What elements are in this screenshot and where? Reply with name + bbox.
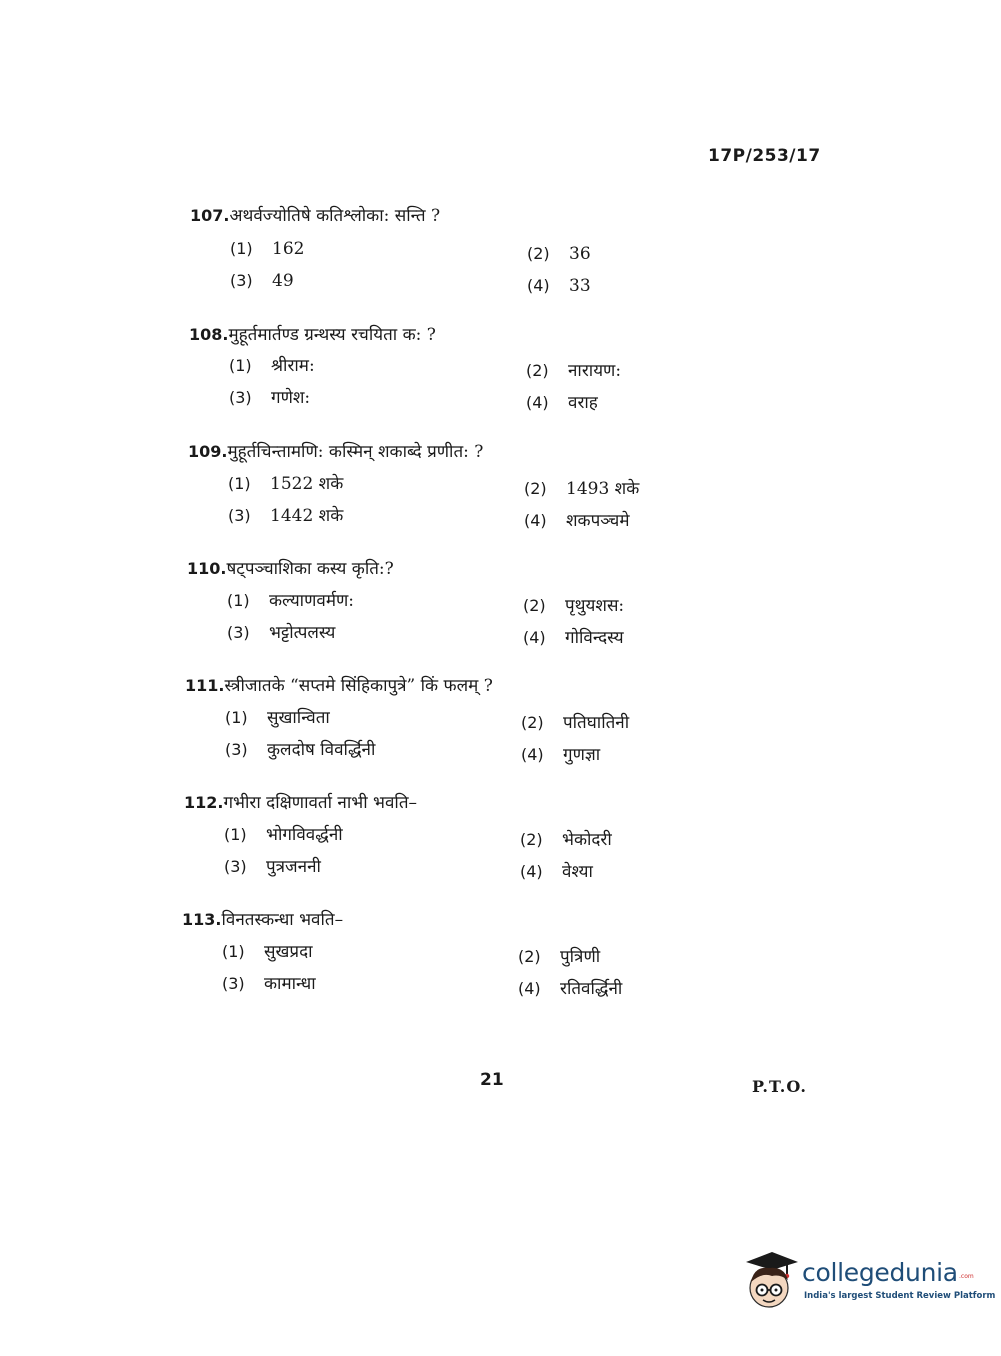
- question-109: [188, 439, 708, 531]
- question-stem: [189, 322, 709, 348]
- option-4: (4) 33: [527, 276, 591, 296]
- question-number: 112.: [184, 793, 224, 812]
- question-number: 111.: [185, 676, 225, 695]
- option-1: (1) 162: [230, 239, 305, 259]
- question-number: 107.: [190, 206, 230, 225]
- question-text: अथर्वज्योतिषे कतिश्लोका: सन्ति ?: [229, 206, 441, 226]
- question-text: मुहूर्तचिन्तामणि: कस्मिन् शकाब्दे प्रणीत: ?: [227, 442, 484, 462]
- option-2: (2) 36: [527, 244, 591, 264]
- option-3: (3) 49: [230, 271, 294, 291]
- question-108: [189, 322, 709, 413]
- question-number: 108.: [189, 325, 229, 344]
- question-number: 110.: [187, 559, 227, 578]
- option-3: (3) 1442 शके: [228, 506, 344, 526]
- option-4: (4) गुणज्ञा: [521, 745, 601, 765]
- option-1: (1) कल्याणवर्मण:: [227, 591, 355, 611]
- page-number: 21: [480, 1070, 504, 1090]
- collegedunia-logo: [742, 1250, 996, 1312]
- option-2: (2) पुत्रिणी: [518, 947, 601, 967]
- option-1: (1) श्रीराम:: [229, 356, 315, 376]
- question-112: [184, 790, 704, 882]
- option-2: (2) पतिघातिनी: [521, 713, 630, 733]
- option-2: (2) नारायण:: [526, 361, 622, 381]
- question-111: [185, 673, 705, 765]
- option-1: (1) सुखान्विता: [225, 708, 330, 728]
- paper-code: 17P/253/17: [708, 146, 821, 166]
- question-number: 113.: [182, 910, 222, 929]
- pto-label: P.T.O.: [752, 1077, 807, 1096]
- question-text: षट्पञ्चाशिका कस्य कृति:?: [226, 559, 394, 579]
- question-stem: [184, 790, 704, 816]
- question-stem: [187, 556, 707, 582]
- logo-tagline: India's largest Student Review Platform: [804, 1291, 996, 1301]
- question-107: [190, 203, 710, 296]
- option-1: (1) भोगविवर्द्धनी: [224, 825, 343, 845]
- question-stem: [190, 203, 710, 229]
- question-110: [187, 556, 707, 648]
- option-4: (4) शकपञ्चमे: [524, 511, 630, 531]
- option-1: (1) सुखप्रदा: [222, 942, 313, 962]
- option-2: (2) भेकोदरी: [520, 830, 612, 850]
- option-3: (3) भट्टोत्पलस्य: [227, 623, 336, 643]
- logo-suffix: .com: [959, 1273, 974, 1280]
- question-text: गभीरा दक्षिणावर्ता नाभी भवति–: [223, 793, 418, 813]
- question-113: [182, 907, 702, 999]
- logo-name: collegedunia: [802, 1258, 958, 1287]
- option-3: (3) पुत्रजननी: [224, 857, 321, 877]
- mascot-icon: [742, 1250, 800, 1312]
- question-text: स्त्रीजातके “सप्तमे सिंहिकापुत्रे” किं फलम् ?: [224, 676, 493, 696]
- question-text: मुहूर्तमार्तण्ड ग्रन्थस्य रचयिता क: ?: [228, 325, 436, 345]
- option-1: (1) 1522 शके: [228, 474, 344, 494]
- question-stem: [185, 673, 705, 699]
- option-2: (2) पृथुयशस:: [523, 596, 625, 616]
- option-4: (4) रतिवर्द्धिनी: [518, 979, 623, 999]
- option-2: (2) 1493 शके: [524, 479, 640, 499]
- question-text: विनतस्कन्धा भवति–: [221, 910, 344, 930]
- option-3: (3) कुलदोष विवर्द्धिनी: [225, 740, 376, 760]
- question-stem: [188, 439, 708, 465]
- question-stem: [182, 907, 702, 933]
- option-3: (3) गणेश:: [229, 388, 311, 408]
- option-4: (4) गोविन्दस्य: [523, 628, 624, 648]
- option-4: (4) वराह: [526, 393, 598, 413]
- question-number: 109.: [188, 442, 228, 461]
- option-4: (4) वेश्या: [520, 862, 593, 882]
- option-3: (3) कामान्धा: [222, 974, 316, 994]
